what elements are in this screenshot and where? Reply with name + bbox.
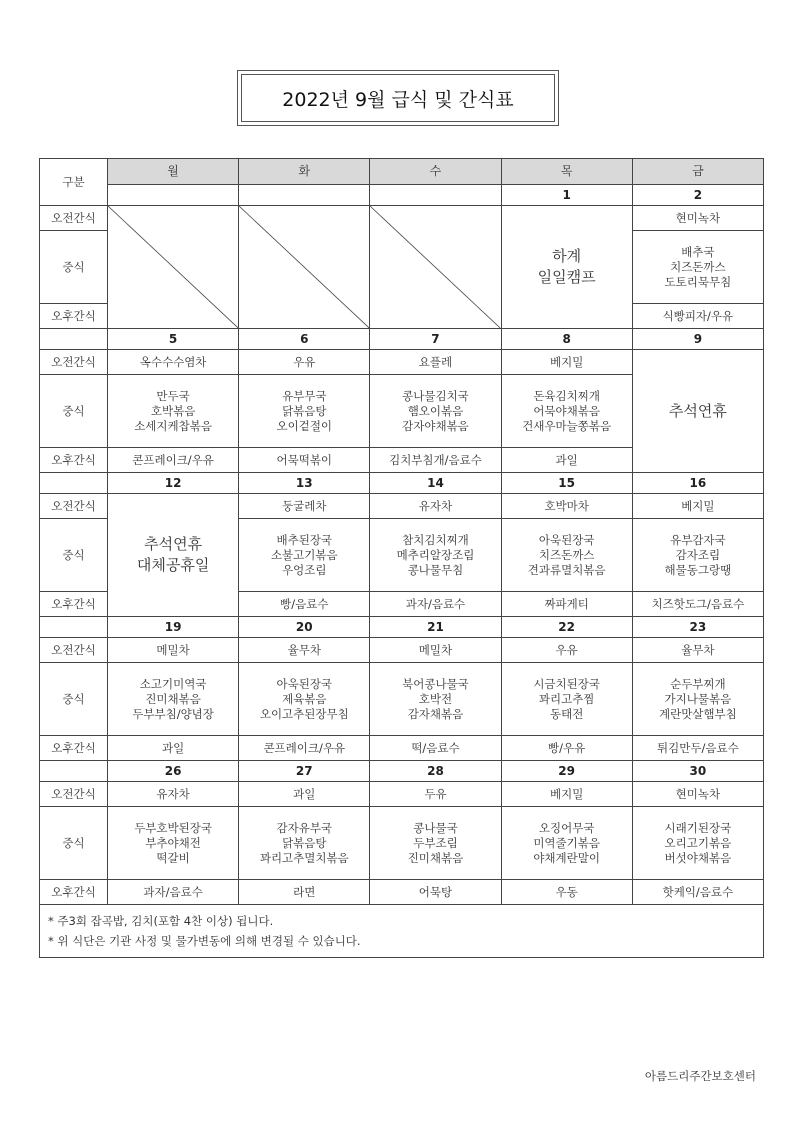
menu-line: 두부부침/양념장 — [132, 706, 214, 721]
week5-date-row — [40, 761, 764, 782]
date-cell: 12 — [108, 473, 239, 494]
am-snack-cell: 요플레 — [370, 350, 501, 375]
lunch-cell — [370, 663, 501, 736]
menu-line: 시래기된장국 — [664, 820, 732, 835]
am-snack-cell: 메밀차 — [108, 638, 239, 663]
am-snack-cell: 유자차 — [108, 782, 239, 807]
menu-line: 두부조림 — [413, 835, 458, 850]
row-label-pm: 오후간식 — [40, 736, 108, 761]
date-cell: 27 — [239, 761, 370, 782]
menu-line: 소세지케찹볶음 — [134, 418, 212, 433]
menu-line: 유부감자국 — [670, 532, 726, 547]
menu-line: 메추리알장조림 — [396, 547, 475, 562]
menu-line: 치즈돈까스 — [538, 547, 595, 562]
lunch-cell — [501, 375, 632, 448]
menu-line: 계란맛살햄부침 — [658, 706, 737, 721]
menu-line: 유부무국 — [282, 388, 327, 403]
pm-snack-cell: 짜파게티 — [501, 592, 632, 617]
lunch-cell — [370, 519, 501, 592]
menu-line: 배추된장국 — [276, 532, 333, 547]
lunch-cell — [632, 663, 763, 736]
menu-table — [39, 158, 764, 958]
menu-line: 아욱된장국 — [276, 676, 333, 691]
pm-snack-cell: 과자/음료수 — [108, 880, 239, 905]
menu-line: 동태전 — [549, 706, 584, 721]
row-label-lunch: 중식 — [40, 231, 108, 304]
pm-snack-cell: 빵/음료수 — [239, 592, 370, 617]
date-cell: 14 — [370, 473, 501, 494]
date-cell: 26 — [108, 761, 239, 782]
menu-line: 두부호박된장국 — [134, 820, 212, 835]
lunch-cell — [501, 807, 632, 880]
week1-date-row — [40, 185, 764, 206]
menu-line: 견과류멸치볶음 — [527, 562, 606, 577]
day-header-row — [40, 159, 764, 185]
note-line: * 주3회 잡곡밥, 김치(포함 4찬 이상) 됩니다. — [48, 914, 274, 928]
notes-row — [40, 905, 764, 958]
pm-snack-cell: 핫케익/음료수 — [632, 880, 763, 905]
week4-lunch-row — [40, 663, 764, 736]
menu-line: 돈육김치찌개 — [533, 388, 600, 403]
lunch-cell — [108, 663, 239, 736]
menu-line: 만두국 — [156, 388, 190, 403]
menu-line: 콩나물김치국 — [402, 388, 469, 403]
pm-snack-cell: 식빵피자/우유 — [632, 304, 763, 329]
am-snack-cell: 현미녹차 — [632, 206, 763, 231]
menu-line: 오징어무국 — [538, 820, 595, 835]
am-snack-cell: 메밀차 — [370, 638, 501, 663]
menu-line: 미역줄기볶음 — [533, 835, 600, 850]
pm-snack-cell: 우동 — [501, 880, 632, 905]
empty-cell-diagonal — [370, 206, 501, 329]
pm-snack-cell: 어묵탕 — [370, 880, 501, 905]
date-cell: 5 — [108, 329, 239, 350]
menu-line: 콩나물국 — [413, 820, 458, 835]
date-cell: 7 — [370, 329, 501, 350]
menu-line: 시금치된장국 — [533, 676, 600, 691]
menu-line: 진미채볶음 — [407, 850, 464, 865]
row-label-lunch: 중식 — [40, 807, 108, 880]
lunch-cell — [239, 375, 370, 448]
week2-am-row — [40, 350, 764, 375]
summer-camp-cell — [501, 206, 632, 329]
day-wed: 수 — [370, 159, 501, 185]
row-label-lunch: 중식 — [40, 663, 108, 736]
date-cell: 30 — [632, 761, 763, 782]
menu-line: 오이고추된장무침 — [259, 706, 349, 721]
date-cell: 23 — [632, 617, 763, 638]
am-snack-cell: 유자차 — [370, 494, 501, 519]
menu-line: 호박전 — [418, 691, 453, 706]
am-snack-cell: 호박마차 — [501, 494, 632, 519]
date-cell: 22 — [501, 617, 632, 638]
menu-line: 어묵야채볶음 — [533, 403, 600, 418]
holiday-cell: 추석연휴 — [632, 350, 763, 473]
am-snack-cell: 율무차 — [239, 638, 370, 663]
date-row-label — [40, 617, 108, 638]
menu-line: 도토리묵무침 — [664, 274, 732, 289]
menu-line: 감자채볶음 — [407, 706, 464, 721]
title-box — [237, 70, 559, 126]
menu-line: 건새우마늘쫑볶음 — [522, 418, 612, 433]
week2-date-row — [40, 329, 764, 350]
date-cell: 28 — [370, 761, 501, 782]
corner-label: 구분 — [40, 159, 108, 206]
menu-line: 참치김치찌개 — [402, 532, 469, 547]
menu-line: 치즈돈까스 — [670, 259, 726, 274]
am-snack-cell: 율무차 — [632, 638, 763, 663]
week4-am-row — [40, 638, 764, 663]
date-cell: 2 — [632, 185, 763, 206]
week4-pm-row — [40, 736, 764, 761]
pm-snack-cell: 콘프레이크/우유 — [108, 448, 239, 473]
menu-line: 아욱된장국 — [538, 532, 595, 547]
week5-am-row — [40, 782, 764, 807]
menu-line: 햄오이볶음 — [407, 403, 464, 418]
pm-snack-cell: 라면 — [239, 880, 370, 905]
menu-line: 추석연휴 — [144, 535, 203, 553]
date-cell: 29 — [501, 761, 632, 782]
menu-line: 오이겉절이 — [276, 418, 333, 433]
notes-cell — [40, 905, 764, 958]
lunch-cell — [501, 663, 632, 736]
row-label-pm: 오후간식 — [40, 304, 108, 329]
menu-line: 야채계란말이 — [533, 850, 600, 865]
menu-line: 일일캠프 — [537, 268, 596, 286]
pm-snack-cell: 튀김만두/음료수 — [632, 736, 763, 761]
date-cell: 1 — [501, 185, 632, 206]
am-snack-cell: 베지밀 — [501, 782, 632, 807]
menu-line: 꽈리고추찜 — [538, 691, 595, 706]
pm-snack-cell: 콘프레이크/우유 — [239, 736, 370, 761]
pm-snack-cell: 치즈핫도그/음료수 — [632, 592, 763, 617]
row-label-am: 오전간식 — [40, 206, 108, 231]
am-snack-cell: 우유 — [501, 638, 632, 663]
am-snack-cell: 과일 — [239, 782, 370, 807]
date-cell: 13 — [239, 473, 370, 494]
menu-line: 하계 — [552, 247, 582, 265]
date-cell: 6 — [239, 329, 370, 350]
menu-line: 버섯야채볶음 — [664, 850, 732, 865]
week3-am-row — [40, 494, 764, 519]
week4-date-row — [40, 617, 764, 638]
menu-line: 호박볶음 — [150, 403, 196, 418]
row-label-am: 오전간식 — [40, 494, 108, 519]
menu-line: 감자조림 — [675, 547, 721, 562]
menu-line: 떡갈비 — [156, 850, 190, 865]
week5-lunch-row — [40, 807, 764, 880]
am-snack-cell: 우유 — [239, 350, 370, 375]
menu-line: 소고기미역국 — [139, 676, 207, 691]
row-label-am: 오전간식 — [40, 638, 108, 663]
menu-line: 해물동그랑땡 — [664, 562, 732, 577]
pm-snack-cell: 과자/음료수 — [370, 592, 501, 617]
am-snack-cell: 베지밀 — [632, 494, 763, 519]
am-snack-cell: 두유 — [370, 782, 501, 807]
date-cell — [239, 185, 370, 206]
organization-name: 아름드리주간보호센터 — [644, 1069, 756, 1083]
date-cell: 20 — [239, 617, 370, 638]
date-row-label — [40, 761, 108, 782]
row-label-pm: 오후간식 — [40, 448, 108, 473]
day-fri: 금 — [632, 159, 763, 185]
date-cell — [370, 185, 501, 206]
empty-cell-diagonal — [239, 206, 370, 329]
menu-line: 감자야채볶음 — [402, 418, 469, 433]
lunch-cell — [370, 807, 501, 880]
am-snack-cell: 둥굴레차 — [239, 494, 370, 519]
menu-line: 콩나물무침 — [407, 562, 464, 577]
row-label-am: 오전간식 — [40, 782, 108, 807]
lunch-cell — [501, 519, 632, 592]
date-cell: 9 — [632, 329, 763, 350]
row-label-am: 오전간식 — [40, 350, 108, 375]
week5-pm-row — [40, 880, 764, 905]
holiday-cell — [108, 494, 239, 617]
lunch-cell — [370, 375, 501, 448]
week1-am-row — [40, 206, 764, 231]
menu-line: 닭볶음탕 — [282, 403, 327, 418]
am-snack-cell: 현미녹차 — [632, 782, 763, 807]
row-label-lunch: 중식 — [40, 375, 108, 448]
week3-date-row — [40, 473, 764, 494]
menu-line: 부추야채전 — [145, 835, 201, 850]
day-thu: 목 — [501, 159, 632, 185]
menu-line: 닭볶음탕 — [282, 835, 327, 850]
day-mon: 월 — [108, 159, 239, 185]
am-snack-cell: 옥수수수염차 — [108, 350, 239, 375]
date-cell: 21 — [370, 617, 501, 638]
menu-line: 소불고기볶음 — [270, 547, 338, 562]
menu-line: 배추국 — [681, 244, 715, 259]
date-cell: 19 — [108, 617, 239, 638]
lunch-cell — [108, 375, 239, 448]
am-snack-cell: 베지밀 — [501, 350, 632, 375]
date-cell: 8 — [501, 329, 632, 350]
day-tue: 화 — [239, 159, 370, 185]
menu-line: 가지나물볶음 — [664, 691, 732, 706]
pm-snack-cell: 빵/우유 — [501, 736, 632, 761]
row-label-pm: 오후간식 — [40, 592, 108, 617]
pm-snack-cell: 과일 — [501, 448, 632, 473]
pm-snack-cell: 어묵떡볶이 — [239, 448, 370, 473]
lunch-cell — [108, 807, 239, 880]
date-row-label — [40, 329, 108, 350]
pm-snack-cell: 과일 — [108, 736, 239, 761]
menu-line: 오리고기볶음 — [664, 835, 732, 850]
menu-line: 대체공휴일 — [136, 556, 210, 574]
menu-line: 감자유부국 — [276, 820, 333, 835]
menu-line: 제육볶음 — [282, 691, 327, 706]
page-title: 2022년 9월 급식 및 간식표 — [282, 88, 514, 111]
pm-snack-cell: 김치부침개/음료수 — [370, 448, 501, 473]
row-label-lunch: 중식 — [40, 519, 108, 592]
lunch-cell — [632, 807, 763, 880]
menu-line: 꽈리고추멸치볶음 — [259, 850, 349, 865]
lunch-cell — [239, 663, 370, 736]
date-cell: 16 — [632, 473, 763, 494]
menu-line: 진미채볶음 — [145, 691, 201, 706]
menu-line: 북어콩나물국 — [402, 676, 469, 691]
pm-snack-cell: 떡/음료수 — [370, 736, 501, 761]
empty-cell-diagonal — [108, 206, 239, 329]
note-line: * 위 식단은 기관 사정 및 물가변동에 의해 변경될 수 있습니다. — [48, 934, 361, 948]
menu-line: 우엉조림 — [282, 562, 327, 577]
lunch-cell — [632, 231, 763, 304]
date-cell — [108, 185, 239, 206]
row-label-pm: 오후간식 — [40, 880, 108, 905]
lunch-cell — [632, 519, 763, 592]
date-row-label — [40, 473, 108, 494]
lunch-cell — [239, 807, 370, 880]
menu-line: 순두부찌개 — [670, 676, 726, 691]
date-cell: 15 — [501, 473, 632, 494]
lunch-cell — [239, 519, 370, 592]
